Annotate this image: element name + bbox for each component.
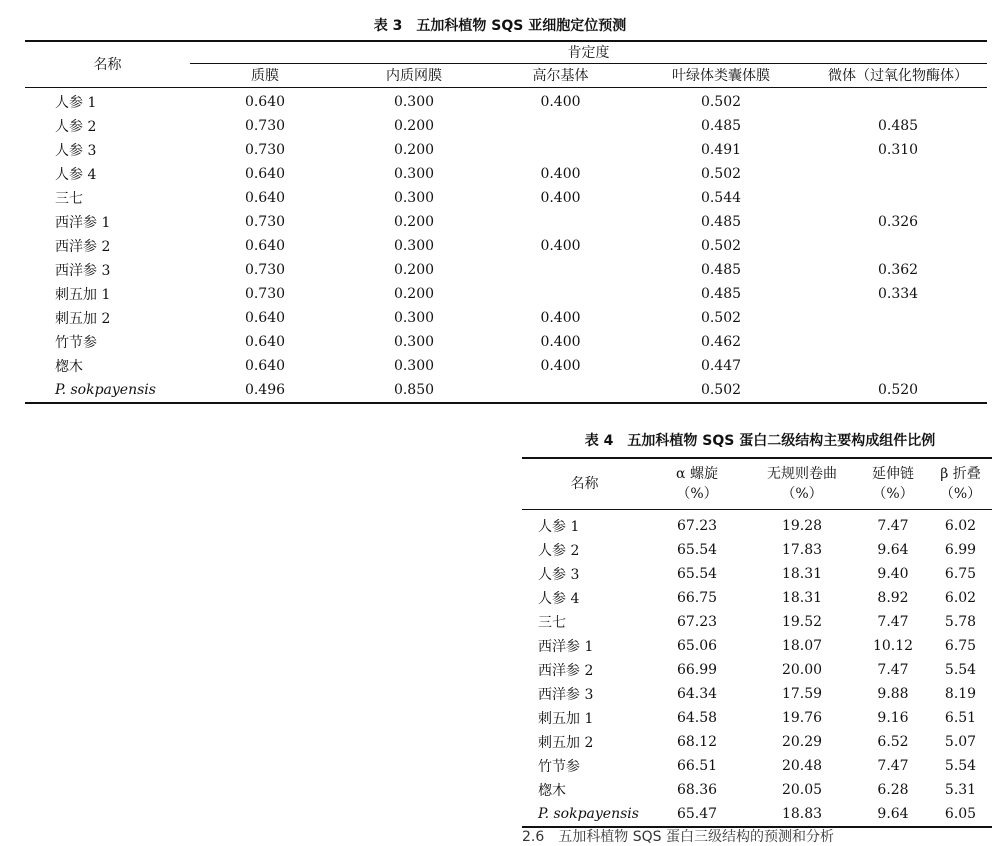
table-row (522, 610, 992, 634)
value-cell: 0.200 (393, 141, 435, 158)
value-cell: 9.88 (877, 686, 909, 702)
table3-col-header: 内质网膜 (340, 63, 488, 87)
value-cell: 66.51 (676, 758, 718, 774)
value-cell: 0.400 (540, 357, 581, 374)
value-cell (809, 330, 987, 354)
value-cell: 0.400 (540, 165, 581, 182)
table3-col-header: 微体（过氧化物酶体） (809, 63, 987, 87)
value-cell: 68.36 (676, 782, 718, 798)
value-cell: 0.300 (393, 357, 435, 374)
value-cell: 8.19 (944, 686, 977, 702)
value-cell: 6.28 (877, 782, 909, 798)
value-cell: 0.640 (244, 357, 286, 374)
table-row (522, 778, 992, 802)
value-cell: 7.47 (877, 758, 909, 774)
col-unit: （%） (872, 486, 914, 502)
value-cell: 0.640 (244, 189, 286, 206)
col-label: α 螺旋 (676, 466, 718, 482)
table-row (25, 258, 987, 282)
table4-caption: 表 4 五加科植物 SQS 蛋白二级结构主要构成组件比例 (584, 433, 936, 449)
value-cell: 18.31 (781, 590, 823, 606)
table3-col-header: 质膜 (190, 63, 340, 87)
value-cell: 0.300 (393, 333, 435, 350)
row-name-cell: 西洋参 1 (538, 639, 594, 655)
row-name-cell: 人参 1 (55, 94, 97, 111)
value-cell (488, 210, 633, 234)
value-cell: 9.16 (877, 710, 909, 726)
value-cell: 0.502 (700, 165, 742, 182)
row-name-cell: 竹节参 (55, 334, 97, 351)
value-cell: 20.48 (781, 758, 823, 774)
value-cell: 20.05 (781, 782, 823, 798)
table-row (25, 234, 987, 258)
row-name-cell: 西洋参 2 (538, 663, 594, 679)
next-section-heading: 2.6 五加科植物 SQS 蛋白三级结构的预测和分析 (522, 829, 834, 845)
row-name-cell: 人参 4 (538, 591, 580, 607)
value-cell: 6.52 (877, 734, 909, 750)
value-cell: 18.31 (781, 566, 823, 582)
col-label: 无规则卷曲 (767, 466, 837, 482)
row-name-cell: 人参 3 (55, 142, 97, 159)
value-cell: 6.05 (929, 802, 992, 827)
value-cell: 67.23 (676, 614, 718, 630)
value-cell: 0.362 (877, 261, 919, 278)
value-cell: 7.47 (877, 662, 909, 678)
col-unit: （%） (781, 486, 823, 502)
value-cell: 0.334 (877, 285, 919, 302)
value-cell: 0.300 (393, 309, 435, 326)
row-name-cell: 竹节参 (538, 759, 580, 775)
value-cell: 17.83 (781, 542, 823, 558)
value-cell: 0.400 (540, 93, 581, 110)
table-row (25, 378, 987, 403)
value-cell: 0.300 (393, 237, 435, 254)
value-cell: 0.462 (700, 333, 742, 350)
table-row (25, 330, 987, 354)
value-cell: 0.485 (700, 285, 742, 302)
row-name-cell: 人参 4 (55, 166, 97, 183)
value-cell: 66.75 (676, 590, 718, 606)
value-cell: 0.485 (700, 261, 742, 278)
value-cell: 6.75 (944, 638, 977, 654)
row-name-cell: 人参 2 (538, 543, 580, 559)
col-unit: （%） (676, 486, 718, 502)
value-cell: 0.502 (633, 378, 809, 403)
table4-col-header (857, 458, 929, 510)
table3 (25, 40, 987, 404)
table3-col-header: 叶绿体类囊体膜 (633, 63, 809, 87)
row-name-cell: 三七 (55, 190, 83, 207)
value-cell: 5.31 (944, 782, 977, 798)
value-cell: 0.640 (244, 93, 286, 110)
table-row (522, 682, 992, 706)
value-cell: 8.92 (877, 590, 909, 606)
value-cell (809, 186, 987, 210)
value-cell: 18.07 (781, 638, 823, 654)
col-unit: （%） (939, 486, 982, 502)
table-row (25, 162, 987, 186)
table-row (25, 114, 987, 138)
table4-col-header (747, 458, 857, 510)
row-name-cell: 西洋参 1 (55, 214, 111, 231)
value-cell: 0.640 (244, 309, 286, 326)
table4 (522, 457, 992, 828)
value-cell: 0.200 (393, 213, 435, 230)
row-name-cell: 人参 2 (55, 118, 97, 135)
table-row (25, 87, 987, 114)
value-cell: 5.07 (944, 734, 977, 750)
row-name-cell: P. sokpayensis (25, 378, 190, 403)
value-cell: 0.496 (190, 378, 340, 403)
value-cell: 7.47 (877, 518, 909, 534)
value-cell: 0.850 (340, 378, 488, 403)
table3-name-header: 名称 (25, 41, 190, 87)
value-cell (488, 114, 633, 138)
value-cell: 0.730 (244, 213, 286, 230)
row-name-cell: 人参 3 (538, 567, 580, 583)
table-row (25, 306, 987, 330)
row-name-cell: 楤木 (538, 783, 566, 799)
value-cell: 6.02 (944, 518, 977, 534)
table3-col-header: 高尔基体 (488, 63, 633, 87)
row-name-cell: 刺五加 1 (538, 711, 594, 727)
table-row (25, 282, 987, 306)
value-cell (809, 306, 987, 330)
value-cell: 0.485 (700, 117, 742, 134)
row-name-cell: 刺五加 1 (55, 286, 111, 303)
value-cell: 0.310 (877, 141, 919, 158)
value-cell (809, 162, 987, 186)
value-cell: 0.491 (700, 141, 742, 158)
value-cell: 19.28 (781, 518, 823, 534)
value-cell: 10.12 (872, 638, 914, 654)
value-cell: 0.544 (700, 189, 742, 206)
value-cell: 6.51 (944, 710, 977, 726)
value-cell: 0.502 (700, 309, 742, 326)
value-cell: 20.29 (781, 734, 823, 750)
col-label: 延伸链 (872, 466, 914, 482)
value-cell: 6.99 (944, 542, 977, 558)
value-cell: 0.640 (244, 333, 286, 350)
table-row (25, 138, 987, 162)
row-name-cell: 西洋参 3 (538, 687, 594, 703)
table3-group-header: 肯定度 (190, 41, 987, 63)
value-cell: 0.485 (877, 117, 919, 134)
table4-col-header (929, 458, 992, 510)
row-name-cell: 楤木 (55, 358, 83, 375)
value-cell: 65.54 (676, 566, 718, 582)
value-cell: 0.730 (244, 261, 286, 278)
value-cell: 0.520 (809, 378, 987, 403)
value-cell: 20.00 (781, 662, 823, 678)
row-name-cell: P. sokpayensis (522, 802, 647, 827)
value-cell: 9.64 (877, 542, 909, 558)
table-row (522, 706, 992, 730)
value-cell: 0.640 (244, 165, 286, 182)
row-name-cell: 人参 1 (538, 519, 580, 535)
value-cell: 66.99 (676, 662, 718, 678)
col-label: β 折叠 (940, 466, 981, 482)
value-cell: 6.02 (944, 590, 977, 606)
value-cell (488, 378, 633, 403)
value-cell: 0.502 (700, 237, 742, 254)
value-cell (488, 138, 633, 162)
table-row (522, 634, 992, 658)
row-name-cell: 西洋参 3 (55, 262, 111, 279)
value-cell: 65.47 (647, 802, 747, 827)
value-cell: 64.34 (676, 686, 718, 702)
value-cell: 0.400 (540, 189, 581, 206)
value-cell: 64.58 (676, 710, 718, 726)
value-cell: 6.75 (944, 566, 977, 582)
value-cell: 0.400 (540, 237, 581, 254)
table-row (522, 730, 992, 754)
table3-body (25, 87, 987, 403)
value-cell: 19.52 (781, 614, 823, 630)
value-cell: 5.54 (944, 662, 977, 678)
value-cell: 0.200 (393, 285, 435, 302)
value-cell: 0.447 (700, 357, 742, 374)
value-cell: 67.23 (676, 518, 718, 534)
value-cell: 0.730 (244, 141, 286, 158)
value-cell: 0.326 (877, 213, 919, 230)
value-cell: 0.730 (244, 285, 286, 302)
value-cell: 0.200 (393, 117, 435, 134)
row-name-cell: 三七 (538, 615, 566, 631)
value-cell: 5.78 (944, 614, 977, 630)
value-cell: 0.300 (393, 93, 435, 110)
value-cell: 18.83 (747, 802, 857, 827)
value-cell (488, 258, 633, 282)
value-cell: 9.64 (857, 802, 929, 827)
table-row (522, 754, 992, 778)
value-cell: 0.400 (540, 333, 581, 350)
table4-name-header: 名称 (522, 458, 647, 510)
value-cell: 0.200 (393, 261, 435, 278)
value-cell (809, 354, 987, 378)
table-row (522, 802, 992, 827)
table3-caption: 表 3 五加科植物 SQS 亚细胞定位预测 (373, 18, 627, 34)
value-cell: 65.06 (676, 638, 718, 654)
value-cell: 7.47 (877, 614, 909, 630)
value-cell: 0.485 (700, 213, 742, 230)
value-cell: 19.76 (781, 710, 823, 726)
value-cell: 0.730 (244, 117, 286, 134)
value-cell (809, 87, 987, 114)
value-cell: 0.300 (393, 165, 435, 182)
value-cell (809, 234, 987, 258)
value-cell: 65.54 (676, 542, 718, 558)
table-row (522, 538, 992, 562)
row-name-cell: 刺五加 2 (55, 310, 111, 327)
table-row (25, 210, 987, 234)
value-cell (488, 282, 633, 306)
table4-col-header (647, 458, 747, 510)
table-row (522, 510, 992, 539)
table-row (522, 562, 992, 586)
table-row (522, 658, 992, 682)
row-name-cell: 西洋参 2 (55, 238, 111, 255)
table-row (25, 354, 987, 378)
value-cell: 5.54 (944, 758, 977, 774)
value-cell: 0.300 (393, 189, 435, 206)
value-cell: 9.40 (877, 566, 909, 582)
value-cell: 68.12 (676, 734, 718, 750)
value-cell: 0.502 (700, 93, 742, 110)
table4-body (522, 510, 992, 828)
table-row (25, 186, 987, 210)
value-cell: 0.400 (540, 309, 581, 326)
table-row (522, 586, 992, 610)
value-cell: 17.59 (781, 686, 823, 702)
value-cell: 0.640 (244, 237, 286, 254)
row-name-cell: 刺五加 2 (538, 735, 594, 751)
